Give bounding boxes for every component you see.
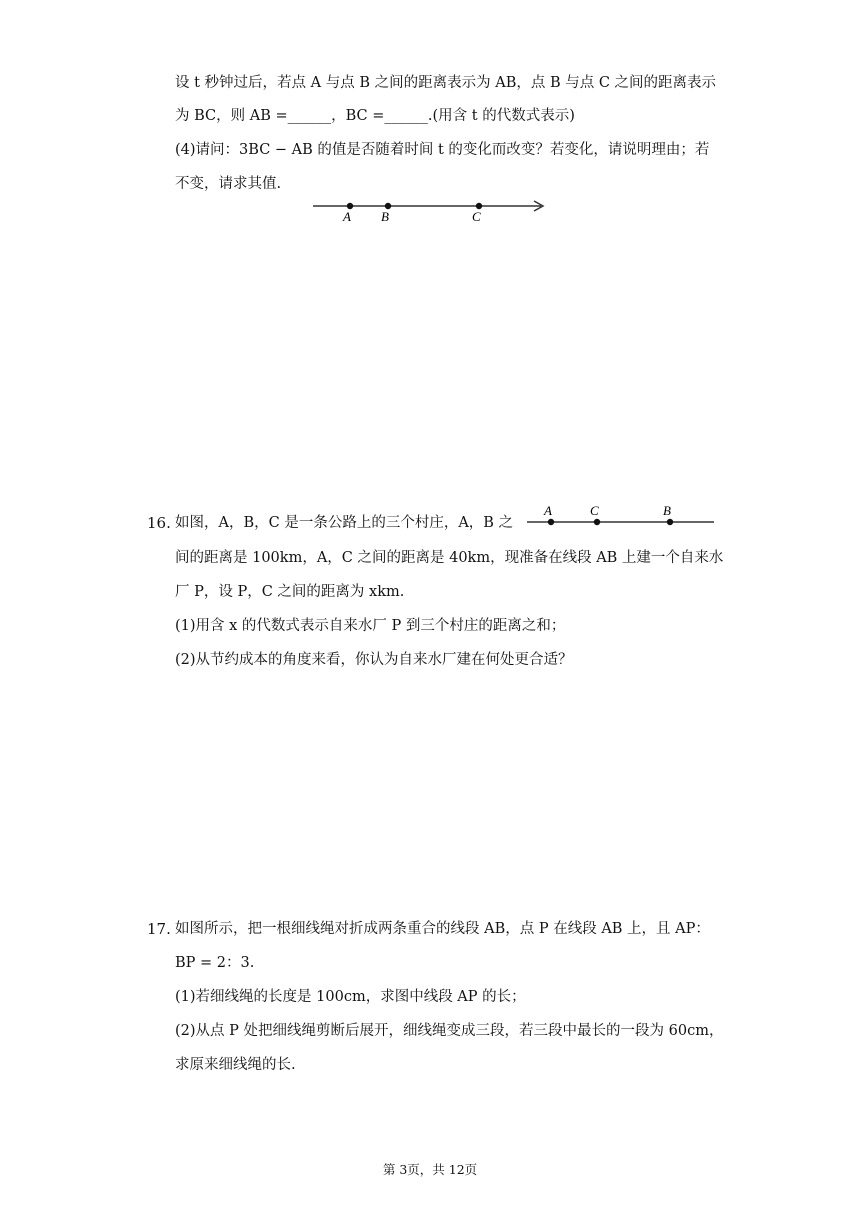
text-line: (4)请问：3BC − AB 的值是否随着时间 t 的变化而改变？若变化，请说明理由；若 [175, 142, 710, 158]
text-line: 厂 P，设 P，C 之间的距离为 xkm. [175, 584, 405, 600]
village-label: B [663, 503, 671, 518]
question-number: 17. [147, 920, 171, 938]
text-line: 不变，请求其值. [175, 176, 282, 192]
village-c [594, 519, 600, 525]
road-figure [524, 501, 719, 531]
text-line: 间的距离是 100km，A，C 之间的距离是 40km，现准备在线段 AB 上建一个自来水 [175, 550, 724, 566]
text-line: (2)从节约成本的角度来看，你认为自来水厂建在何处更合适？ [175, 652, 573, 668]
village-label: A [544, 503, 552, 518]
text-line: (1)用含 x 的代数式表示自来水厂 P 到三个村庄的距离之和； [175, 618, 566, 634]
text-line: (1)若细线绳的长度是 100cm，求图中线段 AP 的长； [175, 989, 526, 1005]
point-label: A [343, 209, 351, 224]
text-line: 求原来细线绳的长. [175, 1057, 296, 1073]
text-line: (2)从点 P 处把细线绳剪断后展开，细线绳变成三段，若三段中最长的一段为 60cm， [175, 1023, 724, 1039]
text-line: 如图所示，把一根细线绳对折成两条重合的线段 AB，点 P 在线段 AB 上，且 AP： [175, 921, 710, 937]
text-line: 设 t 秒钟过后，若点 A 与点 B 之间的距离表示为 AB，点 B 与点 C 之间的距离表示 [175, 75, 717, 91]
text-line: BP = 2：3. [175, 955, 255, 971]
page-footer: 第 3页，共 12页 [382, 1162, 478, 1177]
number-line-figure [305, 192, 555, 228]
text-line: 如图，A，B，C 是一条公路上的三个村庄，A，B 之 [175, 515, 514, 531]
point-label: C [472, 209, 481, 224]
village-a [548, 519, 554, 525]
question-number: 16. [147, 514, 171, 532]
point-label: B [381, 209, 389, 224]
village-label: C [590, 503, 599, 518]
village-b [667, 519, 673, 525]
text-line: 为 BC，则 AB =______，BC =______.(用含 t 的代数式表示) [175, 108, 575, 124]
